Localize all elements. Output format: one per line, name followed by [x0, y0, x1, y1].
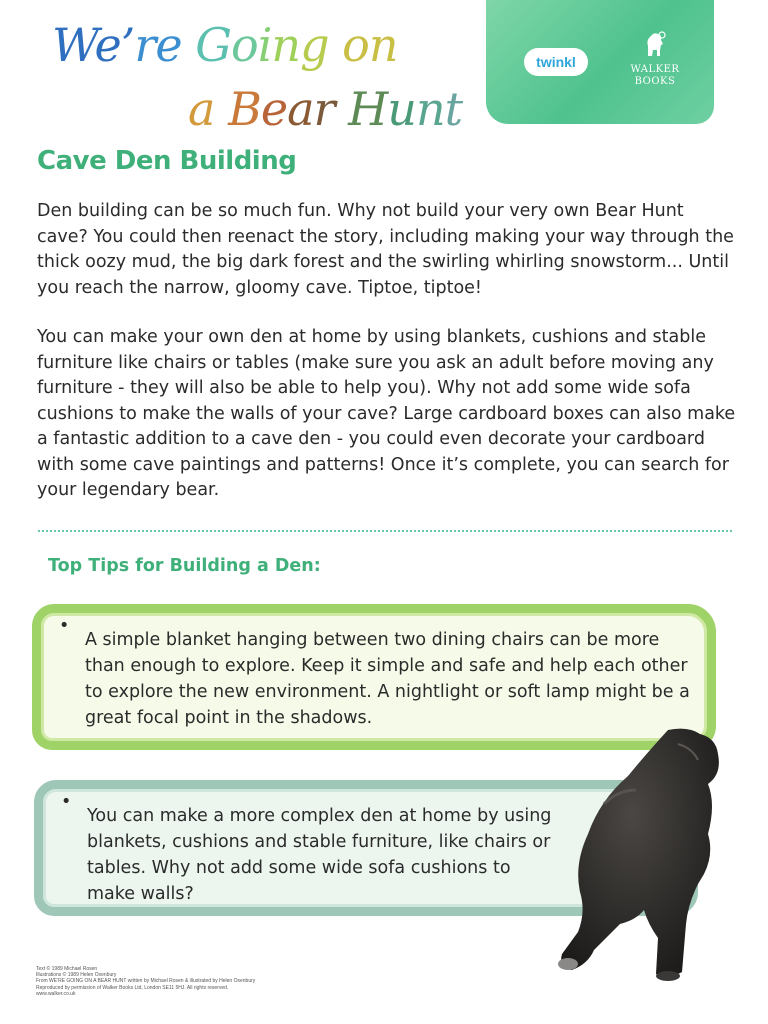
title-letter: g	[300, 18, 329, 72]
credit-line: From WE'RE GOING ON A BEAR HUNT written by Michael Rosen & illustrated by Helen Oxenbury	[36, 978, 256, 985]
walker-books-line-2: BOOKS	[634, 76, 676, 87]
intro-paragraph: Den building can be so much fun. Why not build your very own Bear Hunt cave? You could then reenact the story, including making your way through the thick oozy mud, the big dark forest and the swirling whirling snowstorm... Until you reach the narrow, gloomy cave. Tiptoe, tiptoe!	[37, 201, 734, 298]
title-letter: n	[415, 82, 445, 136]
copyright-credits	[36, 966, 356, 997]
title-letter: r	[134, 18, 156, 72]
walker-books-line-1: WALKER	[630, 64, 680, 75]
page-title-line-2	[188, 82, 463, 136]
title-letter: o	[342, 18, 369, 72]
page-title-line-1	[52, 18, 398, 72]
walking-bear-illustration	[548, 724, 726, 984]
tip-list	[41, 613, 707, 731]
dotted-divider	[38, 530, 732, 532]
title-letter: W	[52, 18, 95, 72]
section-title: Cave Den Building	[37, 146, 297, 176]
title-letter: u	[387, 82, 416, 136]
title-letter: t	[444, 82, 463, 136]
title-letter: e	[155, 18, 182, 72]
title-letter: B	[228, 82, 261, 136]
title-letter: e	[94, 18, 121, 72]
walking-bear-logo-icon	[642, 28, 668, 58]
walker-books-logo[interactable]	[618, 28, 692, 88]
title-letter: r	[313, 82, 335, 136]
title-letter: o	[231, 18, 258, 72]
title-letter: i	[257, 18, 272, 72]
brand-panel	[486, 0, 714, 124]
title-letter: e	[260, 82, 288, 136]
bullet-icon: •	[61, 792, 72, 812]
credit-line: Text © 1989 Michael Rosen	[36, 966, 98, 972]
tip-text: You can make a more complex den at home by using blankets, cushions and stable furniture, like chairs or tables. Why not add some wide sofa cushions to make walls?	[87, 806, 552, 904]
twinkl-logo[interactable]: twinkl	[524, 48, 588, 76]
title-letter: H	[348, 82, 388, 136]
title-letter: n	[271, 18, 301, 72]
credit-line: Illustrations © 1989 Helen Oxenbury	[36, 972, 117, 979]
list-item	[43, 789, 557, 907]
credit-line: www.walker.co.uk	[36, 990, 76, 997]
tip-text: A simple blanket hanging between two dining chairs can be more than enough to explore. Keep it simple and safe and help each other to explore the new environment. A nightlight or soft lamp might be a great focal point in the shadows.	[85, 630, 690, 728]
tips-heading: Top Tips for Building a Den:	[48, 556, 321, 576]
title-letter: a	[287, 82, 314, 136]
title-letter	[335, 82, 349, 136]
title-letter: a	[188, 82, 215, 136]
title-letter	[182, 18, 196, 72]
title-letter: G	[195, 18, 231, 72]
instructions-paragraph: You can make your own den at home by using blankets, cushions and stable furniture like chairs or tables (make sure you ask an adult before moving any furniture - they will also be able to help you). Why not add some wide sofa cushions to make the walls of your cave? Large cardboard boxes can also make a fantastic addition to a cave den - you could even decorate your cardboard with some cave paintings and patterns! Once it’s complete, you can search for your legendary bear.	[37, 327, 736, 500]
bullet-icon: •	[59, 616, 70, 636]
title-letter	[329, 18, 343, 72]
title-letter: ’	[120, 18, 135, 72]
title-letter: n	[368, 18, 398, 72]
title-letter	[214, 82, 228, 136]
list-item	[41, 613, 695, 731]
credit-line: Reproduced by permission of Walker Books Ltd, London SE11 5HJ. All rights reserved.	[36, 984, 229, 991]
